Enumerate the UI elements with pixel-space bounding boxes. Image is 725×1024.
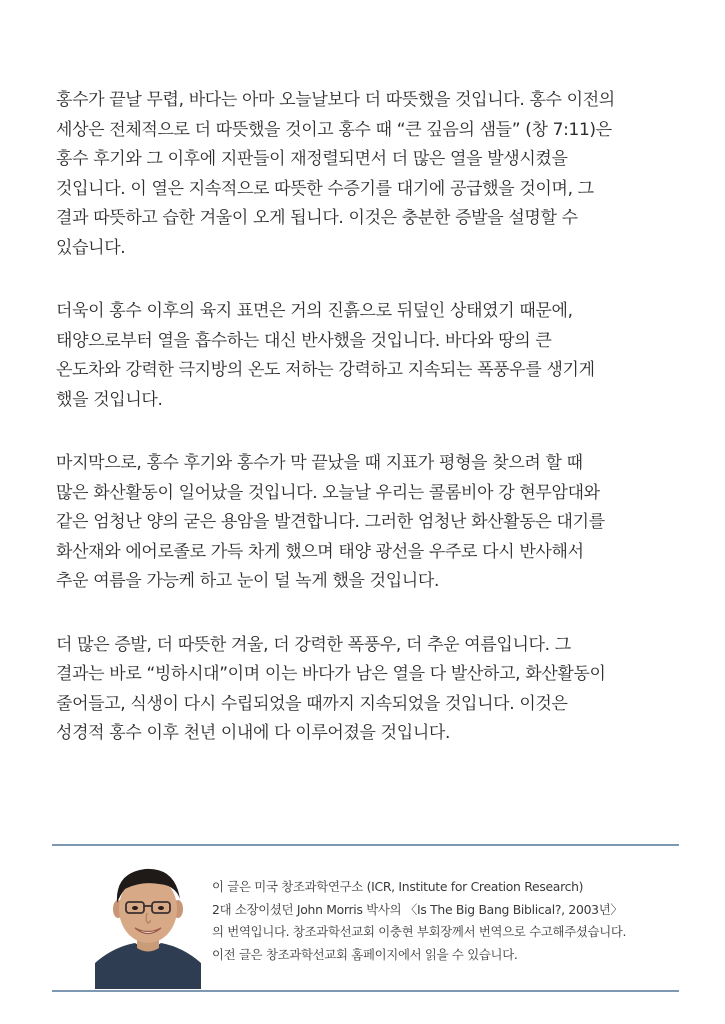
text-line: 성경적 홍수 이후 천년 이내에 다 이루어졌을 것입니다. <box>56 723 451 743</box>
text-line: 홍수가 끝날 무렵, 바다는 아마 오늘날보다 더 따뜻했을 것입니다. 홍수 이전의 <box>56 90 615 110</box>
translation-credit <box>212 876 682 966</box>
text-line: 줄어들고, 식생이 다시 수립되었을 때까지 지속되었을 것입니다. 이것은 <box>56 693 568 714</box>
text-line: 같은 엄청난 양의 굳은 용암을 발견합니다. 그러한 엄청난 화산활동은 대기를 <box>56 512 605 532</box>
article-body <box>56 86 676 783</box>
credit-line: 2대 소장이셨던 John Morris 박사의 〈Is The Big Bang Biblical?, 2003년〉 <box>212 901 623 917</box>
text-line: 마지막으로, 홍수 후기와 홍수가 막 끝났을 때 지표가 평형을 찾으려 할 때 <box>56 453 583 473</box>
text-line: 있습니다. <box>56 237 126 258</box>
text-line: 화산재와 에어로졸로 가득 차게 했으며 태양 광선을 우주로 다시 반사해서 <box>56 541 584 562</box>
text-line: 세상은 전체적으로 더 따뜻했을 것이고 홍수 때 “큰 깊음의 샘들” (창 7:11)은 <box>56 119 612 140</box>
text-line: 결과는 바로 “빙하시대”이며 이는 바다가 남은 열을 다 발산하고, 화산활동이 <box>56 664 606 684</box>
paragraph-4 <box>56 631 676 749</box>
footer-divider-top <box>52 844 679 846</box>
text-line: 추운 여름을 가능케 하고 눈이 덜 녹게 했을 것입니다. <box>56 571 439 591</box>
paragraph-3 <box>56 449 676 597</box>
author-photo <box>95 851 201 989</box>
credit-line: 의 번역입니다. 창조과학선교회 이충현 부회장께서 번역으로 수고해주셨습니다. <box>212 924 627 939</box>
text-line: 더 많은 증발, 더 따뜻한 겨울, 더 강력한 폭풍우, 더 추운 여름입니다. 그 <box>56 634 571 655</box>
text-line: 결과 따뜻하고 습한 겨울이 오게 됩니다. 이것은 충분한 증발을 설명할 수 <box>56 208 578 228</box>
author-portrait-icon <box>95 851 201 989</box>
credit-line: 이전 글은 창조과학선교회 홈페이지에서 읽을 수 있습니다. <box>212 946 518 962</box>
text-line: 했을 것입니다. <box>56 389 163 410</box>
text-line: 많은 화산활동이 일어났을 것입니다. 오늘날 우리는 콜롬비아 강 현무암대와 <box>56 482 600 503</box>
text-line: 홍수 후기와 그 이후에 지판들이 재정렬되면서 더 많은 열을 발생시켰을 <box>56 149 568 169</box>
text-line: 것입니다. 이 열은 지속적으로 따뜻한 수증기를 대기에 공급했을 것이며, 그 <box>56 178 594 199</box>
text-line: 온도차와 강력한 극지방의 온도 저하는 강력하고 지속되는 폭풍우를 생기게 <box>56 360 595 380</box>
credit-line: 이 글은 미국 창조과학연구소 (ICR, Institute for Creation Research) <box>212 879 584 894</box>
text-line: 태양으로부터 열을 흡수하는 대신 반사했을 것입니다. 바다와 땅의 큰 <box>56 330 552 351</box>
text-line: 더욱이 홍수 이후의 육지 표면은 거의 진흙으로 뒤덮인 상태였기 때문에, <box>56 301 573 321</box>
paragraph-1 <box>56 86 676 263</box>
footer-divider-bottom <box>52 990 679 992</box>
paragraph-2 <box>56 297 676 415</box>
